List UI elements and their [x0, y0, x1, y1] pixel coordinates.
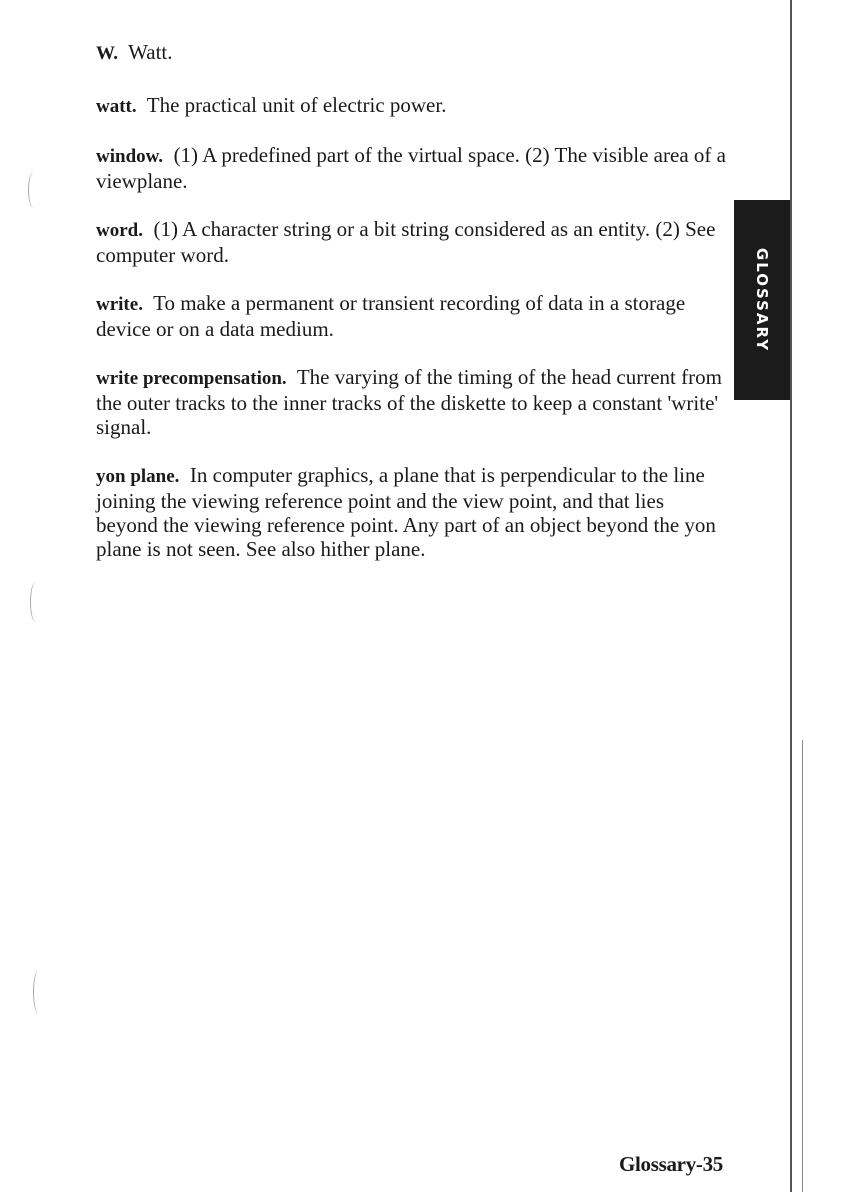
- margin-binding-mark: [28, 172, 39, 208]
- entry-definition: Watt.: [128, 40, 173, 64]
- glossary-entry: [96, 143, 728, 193]
- entry-term: write.: [96, 294, 143, 315]
- glossary-entry: [96, 463, 728, 561]
- glossary-entry: [96, 291, 728, 341]
- entry-definition: (1) A character string or a bit string considered as an entity. (2) See computer word.: [96, 217, 716, 267]
- glossary-entry: [96, 93, 728, 119]
- entry-term: window.: [96, 146, 164, 167]
- page-number: Glossary-35: [618, 1152, 723, 1176]
- glossary-entry: [96, 365, 728, 439]
- entry-term: W.: [96, 43, 119, 64]
- entry-term: watt.: [96, 96, 137, 117]
- glossary-entry-list: [96, 38, 728, 561]
- margin-binding-mark: [33, 970, 44, 1014]
- entry-definition: To make a permanent or transient recording of data in a storage device or on a data medium.: [96, 291, 686, 341]
- page-edge-line-secondary: [802, 740, 803, 1192]
- margin-binding-mark: [30, 582, 41, 622]
- entry-term: write precompensation.: [96, 368, 287, 389]
- entry-definition: The varying of the timing of the head current from the outer tracks to the inner tracks of the diskette to keep a constant 'write' signal.: [96, 365, 722, 439]
- page-edge-line: [790, 0, 792, 1192]
- entry-definition: (1) A predefined part of the virtual space. (2) The visible area of a viewplane.: [96, 143, 726, 193]
- glossary-tab-label: GLOSSARY: [753, 247, 771, 353]
- glossary-section-tab: [734, 200, 790, 400]
- entry-definition: In computer graphics, a plane that is perpendicular to the line joining the viewing reference point and the view point, and that lies beyond the viewing reference point. Any part of an object beyond the yon plane is not seen. See also hither plane.: [96, 463, 716, 561]
- entry-term: word.: [96, 220, 143, 241]
- glossary-entry: [96, 217, 728, 267]
- entry-term: yon plane.: [96, 466, 180, 487]
- glossary-entry: [96, 40, 728, 66]
- entry-definition: The practical unit of electric power.: [146, 93, 447, 117]
